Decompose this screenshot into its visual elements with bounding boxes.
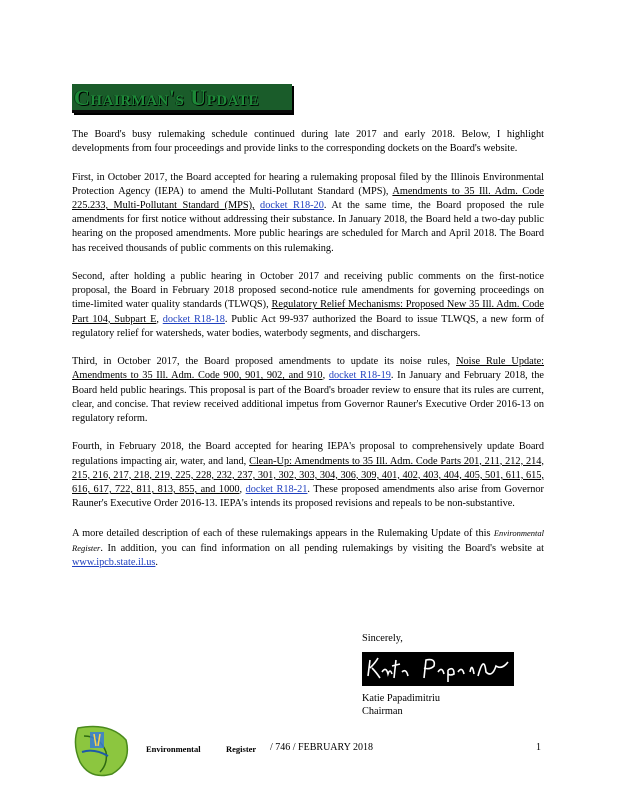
p4-text-b: . In January and February 2018, the Board held public hearings. This proposal is part of the Board's broader review to ensure that its rules are current, clear, and concise. That review received additional impetus from Governor Rauner's Executive Order 2016-13 on regulatory reform. bbox=[72, 370, 545, 425]
paragraph-third bbox=[72, 355, 544, 426]
signer-block bbox=[362, 692, 440, 718]
salutation: Sincerely, bbox=[362, 633, 403, 644]
p2-text-b: . At the same time, the Board proposed the rule amendments for first notice without addressing their substance. In January 2018, the Board held a two-day public hearing on the proposed amendments. More public hearings are scheduled for March and April 2018. The Board has received thousands of public comments on this rulemaking. bbox=[72, 200, 545, 254]
docket-link-r18-21[interactable]: docket R18-21 bbox=[245, 484, 308, 496]
p6-text-b: . In addition, you can find information on all pending rulemakings by visiting the Board's website at bbox=[100, 542, 544, 554]
p6-text-a: A more detailed description of each of these rulemakings appears in the Rulemaking Update of this bbox=[72, 527, 491, 539]
paragraph-intro: The Board's busy rulemaking schedule continued during late 2017 and early 2018. Below, I highlight developments from four proceedings and provide links to the corresponding dockets on the Board's website. bbox=[72, 129, 544, 155]
p4-text-a: Third, in October 2017, the Board proposed amendments to update its noise rules, bbox=[72, 356, 451, 368]
p4-rule-title: Noise Rule Update: Amendments to 35 Ill. Adm. Code 900, 901, 902, and 910 bbox=[72, 356, 545, 382]
title-banner bbox=[72, 84, 292, 113]
p3-text-b: . Public Act 99-937 authorized the Board to issue TLWQS, a new form of regulatory relief for watersheds, water bodies, waterbody segments, and dischargers. bbox=[72, 313, 544, 339]
signer-name: Katie Papadimitriu bbox=[362, 693, 441, 704]
p4-sep: , bbox=[322, 370, 326, 382]
docket-link-r18-20[interactable]: docket R18-20 bbox=[260, 200, 324, 211]
footer-env: Environmental bbox=[146, 744, 201, 754]
p6-end: . bbox=[155, 557, 158, 569]
signature-image bbox=[362, 652, 514, 686]
docket-link-r18-18[interactable]: docket R18-18 bbox=[162, 313, 225, 325]
p5-text-b: . These proposed amendments also arise from Governor Rauner's Executive Order 2016-13. IEPA's intends its proposed revisions and repeals to be non-substantive. bbox=[72, 484, 544, 510]
paragraph-first bbox=[72, 171, 544, 256]
article-body bbox=[72, 128, 544, 584]
p5-text-a: Fourth, in February 2018, the Board accepted for hearing IEPA's proposal to comprehensively update Board regulations impacting air, water, and land, bbox=[72, 441, 544, 467]
board-website-link[interactable]: www.ipcb.state.il.us bbox=[72, 557, 156, 569]
paragraph-second bbox=[72, 270, 544, 341]
signature-icon bbox=[362, 652, 514, 686]
p2-rule-title: Amendments to 35 Ill. Adm. Code 225.233, Multi-Pollutant Standard (MPS), bbox=[72, 185, 544, 211]
signer-role: Chairman bbox=[362, 706, 403, 717]
paragraph-closing bbox=[72, 526, 544, 571]
p2-text-a: First, in October 2017, the Board accepted for hearing a rulemaking proposal filed by the Illinois Environmental Protection Agency (IEPA) to amend the Multi-Pollutant Standard (MPS), bbox=[72, 171, 544, 197]
p5-rule-title: Clean-Up: Amendments to 35 Ill. Adm. Code Parts 201, 211, 212, 214, 215, 216, 217, 218, 219, 225, 228, 232, 237, 301, 302, 303, 304, 306, 309, 401, 402, 403, 404, 405, 501, 611, 615, 616, 617, 722, 811, 813, 855, and 1000 bbox=[72, 455, 544, 496]
p3-rule-title: Regulatory Relief Mechanisms: Proposed New 35 Ill. Adm. Code Part 104, Subpart E bbox=[72, 299, 545, 325]
p6-env-italic: Environmental bbox=[493, 527, 545, 538]
p3-text-a: Second, after holding a public hearing in October 2017 and receiving public comments on the first-notice proposal, the Board in February 2018 proposed second-notice rule amendments for governing proceedings on time-limited water quality standards (TLWQS), bbox=[72, 271, 544, 311]
p5-sep: , bbox=[239, 484, 243, 496]
footer-page-number: 1 bbox=[536, 742, 541, 753]
footer-issue: / 746 / FEBRUARY 2018 bbox=[270, 742, 373, 753]
footer-reg: Register bbox=[226, 744, 257, 754]
docket-link-r18-19[interactable]: docket R18-19 bbox=[328, 370, 391, 382]
paragraph-fourth bbox=[72, 440, 544, 511]
p3-sep: , bbox=[156, 313, 159, 325]
page-footer bbox=[0, 742, 618, 758]
page-title: Chairman's Update bbox=[74, 85, 259, 110]
p6-reg-italic: Register bbox=[72, 542, 101, 553]
